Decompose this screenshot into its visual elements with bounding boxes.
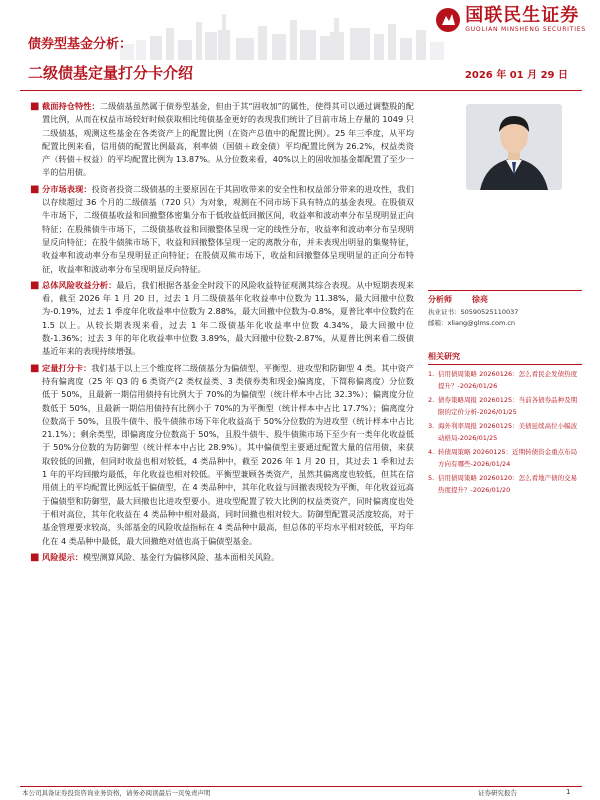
related-research: [428, 351, 582, 496]
header-divider: [20, 90, 582, 91]
analyst-label: 分析师: [428, 295, 452, 304]
paragraph-text: 模型测算风险、基金行为偏移风险、基本面相关风险。: [82, 551, 280, 562]
related-research-link[interactable]: 转债周策略 20260125：近期转债资金重点布局方向有哪些-2026/01/24: [438, 448, 578, 468]
related-research-link[interactable]: 信用债周策略 20260120：怎么看地产债的交易热度提升？-2026/01/20: [438, 474, 578, 494]
footer-disclaimer: 本公司具备证券投资咨询业务资格，请务必阅读最后一页免责声明: [22, 789, 211, 797]
analyst-cert: 执业证书：S0590525110037: [428, 308, 519, 316]
brand-header: [435, 6, 586, 33]
footer-divider: [20, 786, 582, 787]
paragraph-text: 投资者投资二级债基的主要原因在于其固收带来的安全性和权益部分带来的进攻性，我们以存续超过 36 个月的二级债基（720 只）为对象，观测在不同市场下具有特点的基金表现。在股债双牛市场下，二级债基收益和回撤整体密集分布于低收益低回撤区间，收益率和波动率分布呈现明显正向特征；在股熊债牛市场下，二级债基收益和回撤整体呈现一定的线性分布，收益率和波动率分布呈现明显反向特征；在股牛债熊市场下，收益和回撤整体呈现一定的离散分布，并未表现出明显的集聚特征，收益率和波动率分布呈现明显正向特征；在股债双熊市场下，收益和回撤整体呈现明显的正向分布特征，收益率和波动率分布呈现明显反向特征。: [42, 183, 414, 274]
summary-paragraph: [22, 183, 414, 276]
report-title: 二级债基定量打分卡介绍: [28, 64, 194, 82]
summary-paragraph: [22, 100, 414, 180]
paragraph-label: 风险提示：: [42, 551, 83, 562]
square-bullet-icon: ■: [30, 551, 40, 563]
brand-logo-icon: [435, 7, 461, 33]
paragraph-label: 分市场表现：: [42, 183, 92, 194]
paragraph-label: 总体风险收益分析：: [42, 279, 117, 290]
analyst-name: 徐亮: [472, 295, 488, 304]
report-body: [22, 100, 414, 567]
related-research-link[interactable]: 信用债周策略 20260126：怎么看民企发债热度提升？-2026/01/26: [438, 370, 578, 390]
summary-paragraph: [22, 362, 414, 548]
paragraph-text: 二级债基虽然属于债券型基金，但由于其“固收加”的属性，使得其可以通过调整股的配置比例，从而在权益市场较好时候获取相比纯债基金更好的表现我们统计了目前市场上存量的 1049 只二级债基，观测这些基金在各类资产上的配置比例（在资产总值中的配置比例）。25 年三季度，从平均配置比例来看，信用债的配置比例最高，利率债（国债＋政金债）平均配置比例为 26.2%，权益类资产（转债＋权益）的平均配置比例为 13.87%。从分位数来看，40%以上的固收加基金都配置了至少一半的信用债。: [42, 101, 414, 178]
brand-name-en: GUOLIAN MINSHENG SECURITIES: [465, 26, 586, 33]
square-bullet-icon: ■: [30, 279, 40, 291]
paragraph-label: 截面持仓特性：: [42, 101, 100, 111]
analyst-photo: [466, 104, 562, 190]
related-research-item[interactable]: 2. 债券策略周报 20260125：当前各债券品种及期限的定价分析-2026/01/25: [428, 395, 582, 418]
square-bullet-icon: ■: [30, 183, 40, 195]
square-bullet-icon: ■: [30, 101, 40, 112]
paragraph-text: 最后，我们根据各基金全时段下的风险收益特征观测其综合表现。从中短期表现来看，截至 2026 年 1 月 20 日，过去 1 月二级债基年化收益率中位数为 11.38%，最大回撤中位数为-0.19%，过去 1 季度年化收益率中位数为 2.88%，最大回撤中位数为-0.8%，夏普比率中位数约在 1.5 以上。从较长期表现来看，过去 1 年二级债基年化收益率中位数 4.34%，最大回撤中位数-1.36%；过去 3 年的年化收益率中位数 3.89%，最大回撤中位数-2.87%，从夏普比例来看二级债基近年来的表现持续增强。: [42, 279, 414, 357]
related-research-link[interactable]: 债券策略周报 20260125：当前各债券品种及期限的定价分析-2026/01/25: [438, 396, 578, 416]
report-date: 2026 年 01 月 29 日: [464, 70, 568, 81]
summary-paragraph: [22, 279, 414, 359]
related-research-item[interactable]: 1. 信用债周策略 20260126：怎么看民企发债热度提升？-2026/01/26: [428, 369, 582, 392]
related-research-item[interactable]: 5. 信用债周策略 20260120：怎么看地产债的交易热度提升？-2026/01/20: [428, 473, 582, 496]
related-research-item[interactable]: 3. 海外利率周报 20260125：美债延续高位小幅波动格局-2026/01/25: [428, 421, 582, 444]
page-number: 1: [566, 788, 571, 796]
square-bullet-icon: ■: [30, 362, 40, 374]
footer-report-type: 证券研究报告: [478, 789, 517, 797]
related-research-item[interactable]: 4. 转债周策略 20260125：近期转债资金重点布局方向有哪些-2026/01/24: [428, 447, 582, 470]
related-research-link[interactable]: 海外利率周报 20260125：美债延续高位小幅波动格局-2026/01/25: [438, 422, 578, 442]
paragraph-label: 定量打分卡：: [42, 362, 92, 373]
summary-paragraph: [22, 551, 414, 564]
sidebar: [428, 100, 582, 499]
report-category: 债券型基金分析：: [28, 37, 133, 52]
brand-name: 国联民生证券: [465, 5, 580, 26]
analyst-email[interactable]: 邮箱：xliang@glms.com.cn: [428, 319, 516, 327]
paragraph-text: 我们基于以上三个维度将二级债基分为偏债型、平衡型、进攻型和防御型 4 类。其中资产持有偏离度（25 年 Q3 的 6 类资产(2 类权益类、3 类债券类和现金)偏离度，下简称偏离度）分位数低于 50%，且最新一期信用债持有比例大于 70%的为偏债型（统计样本中占比 32.3%）；偏离度分位数低于 50%，且最新一期信用债持有比例小于 70%的为平衡型（统计样本中占比 17.7%）；偏离度分位数高于 50%，且股牛债牛、股牛债熊市场下年化收益高于 50%分位数的为进攻型（统计样本中占比 21.1%）；剩余类型，即偏离度分位数高于 50%，且股牛债牛、股牛债熊市场下至少有一类年化收益低于 50%分位数的为防御型（统计样本中占比 28.9%）。其中偏债型主要通过配置大量的信用债，来获取较低的回撤，但同时收益也相对较低，4 类品种中，截至 2026 年 1 月 20 日，其过去 1 季和过去 1 年的平均回撤均最低，年化收益也相对较低。平衡型兼顾各类资产，虽然其偏离度也较低，但其在信用债上的平均配置比例远低于偏债型，在 4 类品种中，其年化收益与回撤表现较为平衡，年化收益远高于偏债型和防御型，最大回撤也比进攻型要小。进攻型配置了较大比例的权益类资产，同时偏离度也处于相对高位，其年化收益在 4 类品种中相对最高，同时回撤也相对较大。防御型配置灵活度较高，对于基金管理要求较高，头部基金的风险收益指标在 4 类品种中最高，但总体的平均水平相对较低，平均年化在 4 类品种中最低，最大回撤绝对值也高于偏债型基金。: [42, 362, 414, 546]
analyst-info: [428, 290, 582, 327]
related-research-title: 相关研究: [428, 351, 582, 365]
